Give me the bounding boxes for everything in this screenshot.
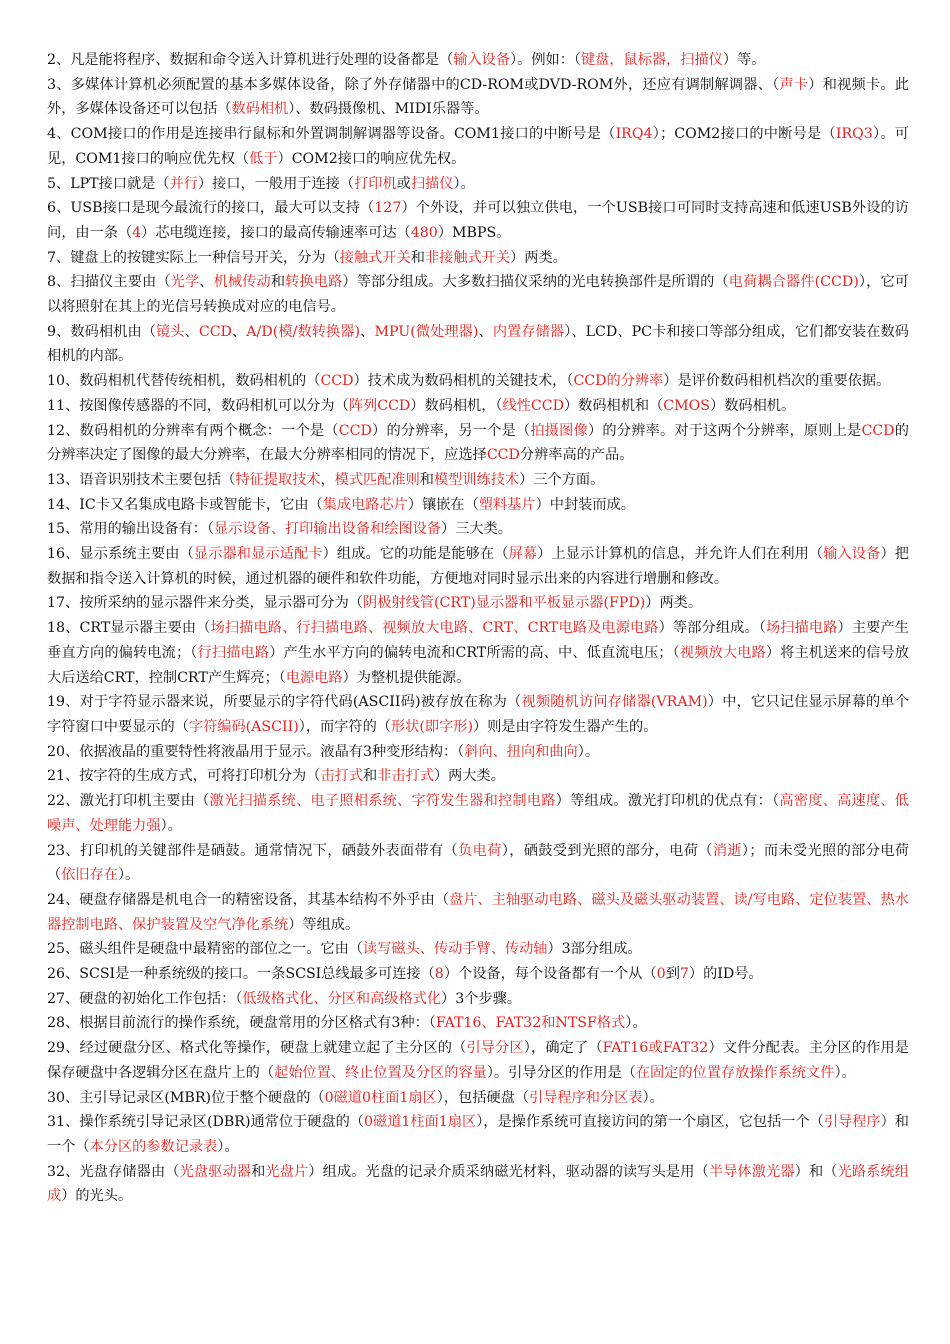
question-text: ）芯电缆连接，接口的最高传输速率可达（: [141, 224, 411, 241]
question-text: ），是操作系统可直接访问的第一个扇区，它包括一个（: [476, 1114, 824, 1131]
answer-text: 输入设备: [823, 546, 881, 563]
question-text: ）两类。: [645, 595, 703, 612]
question-text: ），包括硬盘（: [436, 1089, 530, 1106]
answer-text: 光路系统组成: [47, 1163, 909, 1205]
answer-text: CMOS: [663, 397, 711, 414]
answer-text: 模型训练技术: [434, 471, 520, 488]
question-text: 和: [270, 274, 286, 291]
answer-text: 半导体激光器: [708, 1163, 795, 1180]
question-text: 13、语音识别技术主要包括（: [47, 471, 236, 488]
answer-text: 光盘驱动器: [179, 1163, 252, 1180]
answer-text: 输入设备: [453, 52, 511, 68]
question-item: [47, 764, 909, 789]
question-text: ）。可见，COM1接口的响应优先权（: [47, 126, 909, 167]
question-text: 10、数码相机代替传统相机，数码相机的（: [47, 373, 321, 390]
answer-text: 阵列CCD: [348, 397, 411, 414]
answer-text: 127: [374, 200, 402, 217]
answer-text: 非接触式开关: [424, 249, 511, 266]
answer-text: 7: [679, 966, 689, 983]
question-text: ）3部分组成。: [547, 941, 642, 958]
question-text: 12、数码相机的分辨率有两个概念：一个是（: [47, 422, 339, 439]
question-text: ）等部分组成。（: [658, 620, 766, 637]
question-text: ）的分辨率，另一个是（: [371, 422, 531, 439]
answer-text: 0: [656, 966, 666, 983]
answer-text: 机械传动: [213, 274, 271, 291]
question-item: [47, 1110, 909, 1159]
question-text: ）把数据和指令送入计算机的时候，通过机器的硬件和软件功能，方便地对同时显示出来的内容进行增删和修改。: [47, 546, 909, 587]
answer-text: 电源电路: [285, 669, 343, 686]
question-text: ）上显示计算机的信息，并允许人们在利用（: [537, 546, 824, 563]
answer-text: 场扫描电路: [766, 620, 838, 637]
question-text: 分辨率高的产品。: [519, 447, 634, 464]
question-item: [47, 962, 909, 987]
answer-text: 视频放大电路: [679, 644, 766, 661]
question-text: 、: [360, 323, 375, 340]
question-item: [47, 517, 909, 542]
question-text: 19、对于字符显示器来说，所要显示的字符代码(ASCII码)被存放在称为（: [47, 694, 522, 711]
answer-text: CCD: [338, 422, 372, 439]
question-text: ）。: [577, 743, 600, 760]
question-item: [47, 122, 909, 171]
answer-text: CCD: [861, 422, 895, 439]
answer-text: 行扫描电路: [197, 644, 270, 661]
question-text: ）两大类。: [433, 768, 505, 785]
question-text: ）为整机提供能源。: [342, 669, 471, 686]
question-text: ）是评价数码相机档次的重要依据。: [663, 373, 891, 390]
question-item: [47, 789, 909, 838]
question-text: ）个设备，每个设备都有一个从（: [443, 966, 657, 983]
question-text: 的分辨率决定了图像的最大分辨率，在最大分辨率相同的情况下，应选择: [47, 422, 909, 464]
question-text: 3、多媒体计算机必须配置的基本多媒体设备，除了外存储器中的CD-ROM或DVD-ROM外，还应有调制解调器、（: [47, 76, 780, 93]
answer-text: IRQ3: [835, 126, 873, 143]
question-item: [47, 493, 909, 518]
question-text: 23、打印机的关键部件是硒鼓。通常情况下，硒鼓外表面带有（: [47, 842, 459, 859]
question-text: ）组成。光盘的记录介质采纳磁光材料，驱动器的读写头是用（: [308, 1163, 709, 1180]
question-text: 14、IC卡又名集成电路卡或智能卡，它由（: [47, 496, 323, 513]
question-text: ）。: [642, 1089, 664, 1106]
question-text: ）。: [117, 867, 140, 884]
answer-text: 键盘，鼠标器，扫描仪: [580, 52, 723, 68]
question-item: [47, 888, 909, 937]
answer-text: 击打式: [320, 768, 364, 785]
question-text: ）。: [834, 1064, 856, 1081]
question-text: 20、依据液晶的重要特性将液晶用于显示。液晶有3种变形结构：（: [47, 743, 465, 760]
answer-text: 显示设备、打印输出设备和绘图设备: [214, 521, 442, 538]
answer-text: 拍摄图像: [530, 422, 588, 439]
question-text: ）数码相机，（: [410, 397, 503, 414]
question-text: 、: [231, 323, 247, 340]
answer-text: 塑料基片: [478, 496, 536, 513]
answer-text: 内置存储器: [492, 323, 565, 340]
question-text: 24、硬盘存储器是机电合一的精密设备，其基本结构不外乎由（: [47, 891, 450, 908]
answer-text: 扫描仪: [410, 175, 454, 192]
question-item: [47, 320, 909, 369]
question-item: [47, 246, 909, 271]
answer-text: CCD的分辨率: [573, 373, 664, 390]
answer-text: IRQ4: [615, 126, 653, 143]
question-text: 到: [665, 966, 680, 983]
question-text: 2、凡是能将程序、数据和命令送入计算机进行处理的设备都是（: [47, 52, 454, 68]
question-item: [47, 937, 909, 962]
question-item: [47, 48, 909, 73]
question-text: 、: [184, 323, 199, 340]
answer-text: 并行: [169, 175, 198, 192]
answer-text: CCD: [486, 447, 520, 464]
question-text: ）。: [453, 175, 475, 192]
question-item: [47, 196, 909, 245]
question-text: ）、LCD、PC卡和接口等部分组成，它们都安装在数码相机的内部。: [47, 323, 909, 365]
question-text: 31、操作系统引导记录区(DBR)通常位于硬盘的（: [47, 1114, 364, 1131]
answer-text: 引导分区: [466, 1040, 524, 1057]
answer-text: 视频随机访问存储器(VRAM): [521, 694, 708, 711]
question-text: ）等组成。: [288, 916, 360, 933]
answer-text: 引导程序和分区表: [529, 1089, 643, 1106]
question-text: ）技术成为数码相机的关键技术，（: [353, 373, 574, 390]
answer-text: A/D(模/数转换器): [246, 323, 361, 340]
question-text: ）主要产生垂直方向的偏转电流；（: [47, 620, 909, 661]
question-text: ）文件分配表。主分区的作用是保存硬盘中各逻辑分区在盘片上的（: [47, 1040, 909, 1081]
question-text: ）等部分组成。大多数扫描仪采纳的光电转换部件是所谓的（: [342, 274, 729, 291]
question-item: [47, 740, 909, 765]
question-text: ）数码相机。: [710, 397, 796, 414]
question-text: ）3个步骤。: [441, 990, 522, 1007]
question-text: 和: [363, 768, 378, 785]
question-text: 或: [396, 175, 411, 192]
question-item: [47, 369, 909, 394]
answer-text: FAT16或FAT32: [602, 1040, 709, 1057]
question-text: ）产生水平方向的偏转电流和CRT所需的高、中、低直流电压；（: [269, 644, 680, 661]
question-text: ）和一个（: [47, 1114, 909, 1155]
question-text: 和: [251, 1163, 266, 1180]
question-text: 8、扫描仪主要由（: [47, 274, 171, 291]
question-text: ）两类。: [510, 249, 567, 266]
answer-text: FAT16、FAT32和NTSF格式: [435, 1015, 626, 1032]
question-text: ）和（: [794, 1163, 838, 1180]
question-item: [47, 73, 909, 122]
question-text: ）数码相机和（: [563, 397, 664, 414]
question-text: ），硒鼓受到光照的部分，电荷（: [501, 842, 713, 859]
answer-text: 光学: [170, 274, 200, 291]
question-text: 7、键盘上的按键实际上一种信号开关，分为（: [47, 249, 340, 266]
question-text: ），确定了（: [523, 1040, 603, 1057]
question-text: 21、按字符的生成方式，可将打印机分为（: [47, 768, 321, 785]
question-text: ）；COM2接口的中断号是（: [652, 126, 836, 143]
answer-text: 低于: [249, 150, 278, 167]
answer-text: 形状(即字形): [390, 718, 473, 735]
answer-text: 屏幕: [508, 546, 538, 563]
question-text: ）中，它只记住显示屏幕的单个字符窗口中要显示的（: [47, 694, 910, 735]
question-text: 18、CRT显示器主要由（: [47, 620, 211, 637]
answer-text: 负电荷: [458, 842, 502, 859]
question-text: ）。: [217, 1138, 239, 1155]
answer-text: 光盘片: [265, 1163, 309, 1180]
question-text: ）。引导分区的作用是（: [486, 1064, 636, 1081]
question-text: ）。: [160, 817, 182, 834]
question-text: ）；而未受光照的部分电荷（: [47, 842, 909, 884]
answer-text: 读写磁头、传动手臂、传动轴: [363, 941, 548, 958]
answer-text: 4: [132, 224, 142, 241]
question-text: 16、显示系统主要由（: [47, 546, 194, 563]
answer-text: 盘片、主轴驱动电路、磁头及磁头驱动装置、读/写电路、定位装置、热水器控制电路、保护装置及空气净化系统: [47, 891, 909, 933]
answer-text: 本分区的参数记录表: [89, 1138, 218, 1155]
answer-text: 激光扫描系统、电子照相系统、字符发生器和控制电路: [209, 793, 556, 810]
question-item: [47, 1160, 909, 1209]
answer-text: 电荷耦合器件(CCD): [728, 274, 859, 291]
question-text: 和: [410, 249, 425, 266]
question-text: ）三大类。: [441, 521, 512, 538]
question-text: 29、经过硬盘分区、格式化等操作，硬盘上就建立起了主分区的（: [47, 1040, 467, 1057]
question-text: ）将主机送来的信号放大后送给CRT，控制CRT产生辉亮；（: [47, 644, 909, 686]
answer-text: 起始位置、终止位置及分区的容量: [274, 1064, 487, 1081]
question-text: 5、LPT接口就是（: [47, 175, 170, 192]
question-text: ），而字符的（: [298, 718, 391, 735]
question-text: ）则是由字符发生器产生的。: [472, 718, 658, 735]
question-text: ）镶嵌在（: [407, 496, 479, 513]
answer-text: 线性CCD: [502, 397, 564, 414]
question-item: [47, 690, 909, 739]
question-text: 32、光盘存储器由（: [47, 1163, 180, 1180]
question-item: [47, 172, 909, 197]
answer-text: 消逝: [712, 842, 742, 859]
answer-text: 非击打式: [377, 768, 434, 785]
question-text: 4、COM接口的作用是连接串行鼠标和外置调制解调器等设备。COM1接口的中断号是（: [47, 126, 616, 143]
question-text: ）和视频卡。此外，多媒体设备还可以包括（: [47, 76, 909, 118]
answer-text: 0磁道0柱面1扇区: [324, 1089, 437, 1106]
question-text: 9、数码相机由（: [47, 323, 157, 340]
answer-text: 0磁道1柱面1扇区: [364, 1114, 477, 1131]
question-item: [47, 468, 909, 493]
question-text: 11、按图像传感器的不同，数码相机可以分为（: [47, 397, 349, 414]
question-text: 27、硬盘的初始化工作包括：（: [47, 990, 243, 1007]
question-text: 30、主引导记录区(MBR)位于整个硬盘的（: [47, 1089, 325, 1106]
question-text: ）的分辨率。对于这两个分辨率，原则上是: [587, 422, 862, 439]
answer-text: 模式匹配准则: [334, 471, 420, 488]
question-item: [47, 419, 909, 468]
answer-text: 阴极射线管(CRT)显示器和平板显示器(FPD): [363, 595, 646, 612]
question-text: ）的ID号。: [688, 966, 763, 983]
question-text: 26、SCSI是一种系统级的接口。一条SCSI总线最多可连接（: [47, 966, 435, 983]
answer-text: 镜头: [156, 323, 185, 340]
answer-text: 场扫描电路、行扫描电路、视频放大电路、CRT、CRT电路及电源电路: [210, 620, 659, 637]
question-text: 6、USB接口是现今最流行的接口，最大可以支持（: [47, 200, 375, 217]
question-item: [47, 1036, 909, 1085]
question-text: 15、常用的输出设备有：（: [47, 521, 215, 538]
answer-text: CCD: [320, 373, 354, 390]
answer-text: 8: [434, 966, 444, 983]
question-text: ）。: [625, 1015, 647, 1032]
question-text: 、: [478, 323, 493, 340]
question-text: 22、激光打印机主要由（: [47, 793, 210, 810]
question-text: 和: [419, 471, 434, 488]
answer-text: 集成电路芯片: [322, 496, 408, 513]
question-item: [47, 542, 909, 591]
question-text: ），它可以将照射在其上的光信号转换成对应的电信号。: [47, 274, 909, 316]
question-item: [47, 394, 909, 419]
answer-text: 480: [410, 224, 438, 241]
answer-text: 接触式开关: [339, 249, 411, 266]
answer-text: 显示器和显示适配卡: [193, 546, 323, 563]
answer-text: 转换电路: [285, 274, 343, 291]
question-item: [47, 1086, 909, 1111]
answer-text: 在固定的位置存放操作系统文件: [635, 1064, 835, 1081]
question-text: 、: [199, 274, 214, 291]
answer-text: 低级格式化、分区和高级格式化: [242, 990, 442, 1007]
question-text: ）、数码摄像机、MIDI乐器等。: [288, 101, 489, 118]
answer-text: 依旧存在: [61, 867, 118, 884]
question-text: ）组成。它的功能是能够在（: [322, 546, 509, 563]
question-item: [47, 1011, 909, 1036]
question-item: [47, 616, 909, 690]
question-text: ）COM2接口的响应优先权。: [277, 150, 466, 167]
question-text: ）的光头。: [61, 1188, 133, 1205]
answer-text: 特征提取技术: [235, 471, 321, 488]
question-text: ）等。: [722, 52, 766, 68]
question-text: 28、根据目前流行的操作系统，硬盘常用的分区格式有3种：（: [47, 1015, 436, 1032]
answer-text: CCD: [198, 323, 232, 340]
question-text: ）。例如：（: [510, 52, 581, 68]
question-text: ，: [320, 471, 335, 488]
answer-text: 声卡: [779, 76, 809, 93]
question-text: ）MBPS。: [437, 224, 511, 241]
document-body: [47, 48, 909, 1209]
question-text: ）接口，一般用于连接（: [197, 175, 355, 192]
question-item: [47, 270, 909, 319]
answer-text: 数码相机: [231, 101, 289, 118]
question-text: 17、按所采纳的显示器件来分类，显示器可分为（: [47, 595, 363, 612]
question-text: ）三个方面。: [519, 471, 605, 488]
question-item: [47, 987, 909, 1012]
question-text: 25、磁头组件是硬盘中最精密的部位之一。它由（: [47, 941, 363, 958]
answer-text: 字符编码(ASCII): [188, 718, 299, 735]
question-text: ）个外设，并可以独立供电，一个USB接口可同时支持高速和低速USB外设的访问，由一条（: [47, 200, 909, 241]
question-item: [47, 591, 909, 616]
question-text: ）等组成。激光打印机的优点有：（: [555, 793, 780, 810]
answer-text: 打印机: [354, 175, 397, 192]
question-text: ）中封装而成。: [535, 496, 635, 513]
answer-text: 引导程序: [823, 1114, 881, 1131]
answer-text: MPU(微处理器): [374, 323, 479, 340]
question-item: [47, 839, 909, 888]
answer-text: 斜向、扭向和曲向: [464, 743, 578, 760]
answer-text: 高密度、高速度、低噪声、处理能力强: [47, 793, 909, 834]
